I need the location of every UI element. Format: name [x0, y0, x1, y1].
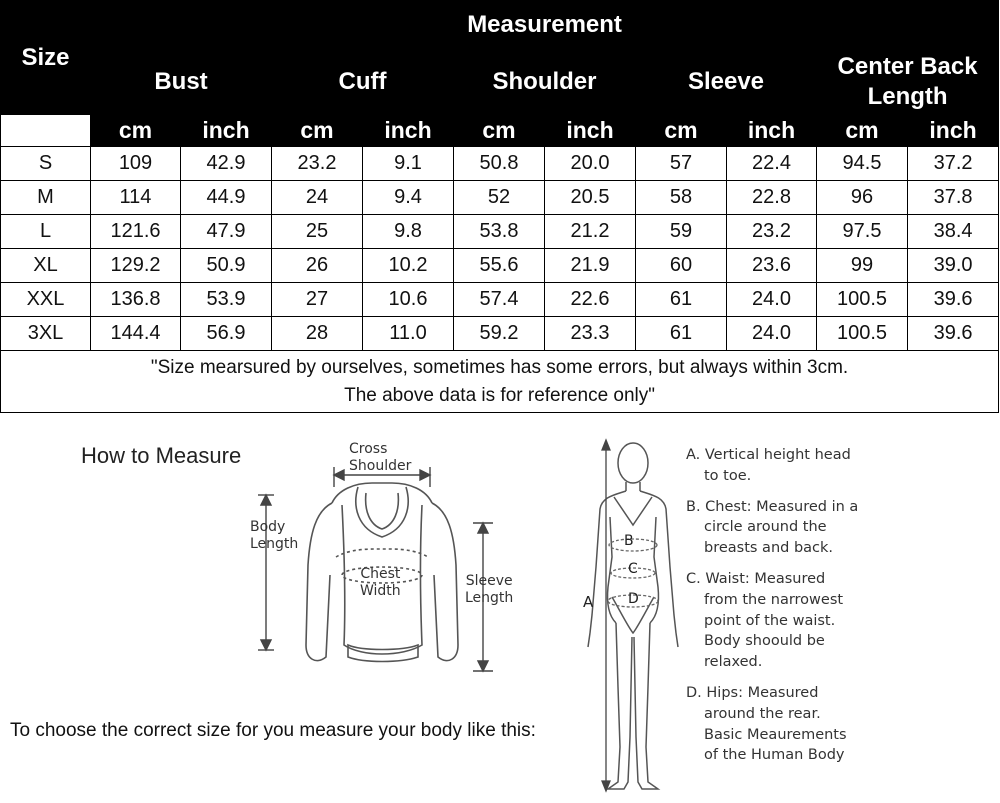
unit-header: cm	[454, 115, 545, 147]
body-note-heading: A. Vertical height head	[686, 447, 851, 463]
value-cell: 27	[272, 283, 363, 317]
value-cell: 38.4	[908, 215, 999, 249]
value-cell: 39.6	[908, 317, 999, 351]
value-cell: 144.4	[91, 317, 181, 351]
value-cell: 94.5	[817, 147, 908, 181]
size-header-blank-cell	[1, 115, 91, 147]
marker-a: A	[583, 593, 594, 611]
cross-shoulder-label: Cross Shoulder	[349, 441, 412, 474]
sleeve-length-label: Sleeve Length	[465, 573, 514, 606]
value-cell: 56.9	[181, 317, 272, 351]
body-note-line: Body shoould be	[704, 633, 825, 650]
value-cell: 10.6	[363, 283, 454, 317]
value-cell: 24.0	[727, 283, 817, 317]
group-header-cuff: Cuff	[272, 49, 454, 115]
value-cell: 23.3	[545, 317, 636, 351]
body-note-line: breasts and back.	[704, 540, 834, 557]
value-cell: 58	[636, 181, 727, 215]
value-cell: 99	[817, 249, 908, 283]
unit-header: inch	[908, 115, 999, 147]
group-header-sleeve: Sleeve	[636, 49, 817, 115]
value-cell: 21.9	[545, 249, 636, 283]
value-cell: 59.2	[454, 317, 545, 351]
marker-c: C	[628, 561, 638, 577]
value-cell: 24.0	[727, 317, 817, 351]
value-cell: 22.4	[727, 147, 817, 181]
body-length-label: Body Length	[250, 519, 299, 552]
value-cell: 28	[272, 317, 363, 351]
unit-header: cm	[636, 115, 727, 147]
body-note-line: to toe.	[704, 467, 752, 484]
value-cell: 59	[636, 215, 727, 249]
disclaimer-line-1: "Size mearsured by ourselves, sometimes has some errors, but always within 3cm.	[150, 356, 849, 378]
table-row	[1, 181, 999, 215]
body-note-line: of the Human Body	[704, 747, 845, 764]
value-cell: 25	[272, 215, 363, 249]
value-cell: 114	[91, 181, 181, 215]
value-cell: 97.5	[817, 215, 908, 249]
table-row	[1, 283, 999, 317]
value-cell: 9.8	[363, 215, 454, 249]
body-note	[686, 445, 986, 487]
marker-d: D	[628, 591, 639, 607]
value-cell: 24	[272, 181, 363, 215]
value-cell: 37.8	[908, 181, 999, 215]
how-to-measure-title: How to Measure	[81, 443, 242, 468]
body-note-heading: B. Chest: Measured in a	[686, 498, 859, 515]
body-note-line: around the rear.	[704, 705, 821, 722]
value-cell: 53.9	[181, 283, 272, 317]
value-cell: 53.8	[454, 215, 545, 249]
unit-header: inch	[181, 115, 272, 147]
disclaimer-line-2: The above data is for reference only"	[344, 384, 656, 406]
value-cell: 42.9	[181, 147, 272, 181]
body-note-line: circle around the	[704, 519, 827, 536]
size-cell: S	[1, 147, 91, 181]
measurement-header: Measurement	[91, 1, 999, 49]
body-note	[686, 683, 986, 766]
body-note-heading: D. Hips: Measured	[686, 684, 819, 701]
marker-b: B	[624, 533, 634, 549]
group-header-shoulder: Shoulder	[454, 49, 636, 115]
body-note-line: Basic Meaurements	[704, 726, 847, 743]
value-cell: 20.5	[545, 181, 636, 215]
size-cell: XXL	[1, 283, 91, 317]
value-cell: 39.0	[908, 249, 999, 283]
group-header-bust: Bust	[91, 49, 272, 115]
value-cell: 61	[636, 283, 727, 317]
value-cell: 10.2	[363, 249, 454, 283]
value-cell: 21.2	[545, 215, 636, 249]
size-cell: M	[1, 181, 91, 215]
value-cell: 50.8	[454, 147, 545, 181]
value-cell: 121.6	[91, 215, 181, 249]
unit-header: inch	[545, 115, 636, 147]
sweater-illustration	[240, 445, 520, 685]
size-header: Size	[1, 1, 91, 115]
value-cell: 23.2	[727, 215, 817, 249]
body-note-heading: C. Waist: Measured	[686, 570, 826, 587]
unit-header: cm	[817, 115, 908, 147]
body-measurement-notes	[686, 445, 986, 776]
table-row	[1, 249, 999, 283]
size-cell: L	[1, 215, 91, 249]
table-row	[1, 215, 999, 249]
size-cell: 3XL	[1, 317, 91, 351]
unit-header: cm	[91, 115, 181, 147]
value-cell: 52	[454, 181, 545, 215]
value-cell: 100.5	[817, 317, 908, 351]
size-disclaimer	[1, 351, 999, 413]
chest-width-label: Chest Width	[360, 566, 401, 599]
body-figure-illustration	[578, 437, 688, 803]
value-cell: 136.8	[91, 283, 181, 317]
value-cell: 11.0	[363, 317, 454, 351]
value-cell: 55.6	[454, 249, 545, 283]
value-cell: 109	[91, 147, 181, 181]
value-cell: 57	[636, 147, 727, 181]
value-cell: 37.2	[908, 147, 999, 181]
measurement-guide	[0, 415, 1000, 803]
value-cell: 9.4	[363, 181, 454, 215]
body-note-line: point of the waist.	[704, 612, 836, 629]
value-cell: 22.6	[545, 283, 636, 317]
value-cell: 20.0	[545, 147, 636, 181]
value-cell: 50.9	[181, 249, 272, 283]
value-cell: 23.6	[727, 249, 817, 283]
value-cell: 96	[817, 181, 908, 215]
value-cell: 47.9	[181, 215, 272, 249]
value-cell: 44.9	[181, 181, 272, 215]
choose-size-instruction: To choose the correct size for you measure your body like this:	[10, 720, 536, 741]
body-note	[686, 569, 986, 673]
value-cell: 9.1	[363, 147, 454, 181]
value-cell: 23.2	[272, 147, 363, 181]
unit-header: cm	[272, 115, 363, 147]
body-note	[686, 497, 986, 559]
value-cell: 61	[636, 317, 727, 351]
value-cell: 129.2	[91, 249, 181, 283]
table-row	[1, 317, 999, 351]
body-note-line: from the narrowest	[704, 591, 844, 608]
size-cell: XL	[1, 249, 91, 283]
value-cell: 26	[272, 249, 363, 283]
value-cell: 39.6	[908, 283, 999, 317]
unit-header: inch	[727, 115, 817, 147]
group-header-center-back-length: Center Back Length	[817, 49, 999, 115]
value-cell: 57.4	[454, 283, 545, 317]
value-cell: 60	[636, 249, 727, 283]
body-note-line: relaxed.	[704, 654, 763, 671]
unit-header: inch	[363, 115, 454, 147]
table-row	[1, 147, 999, 181]
value-cell: 100.5	[817, 283, 908, 317]
value-cell: 22.8	[727, 181, 817, 215]
